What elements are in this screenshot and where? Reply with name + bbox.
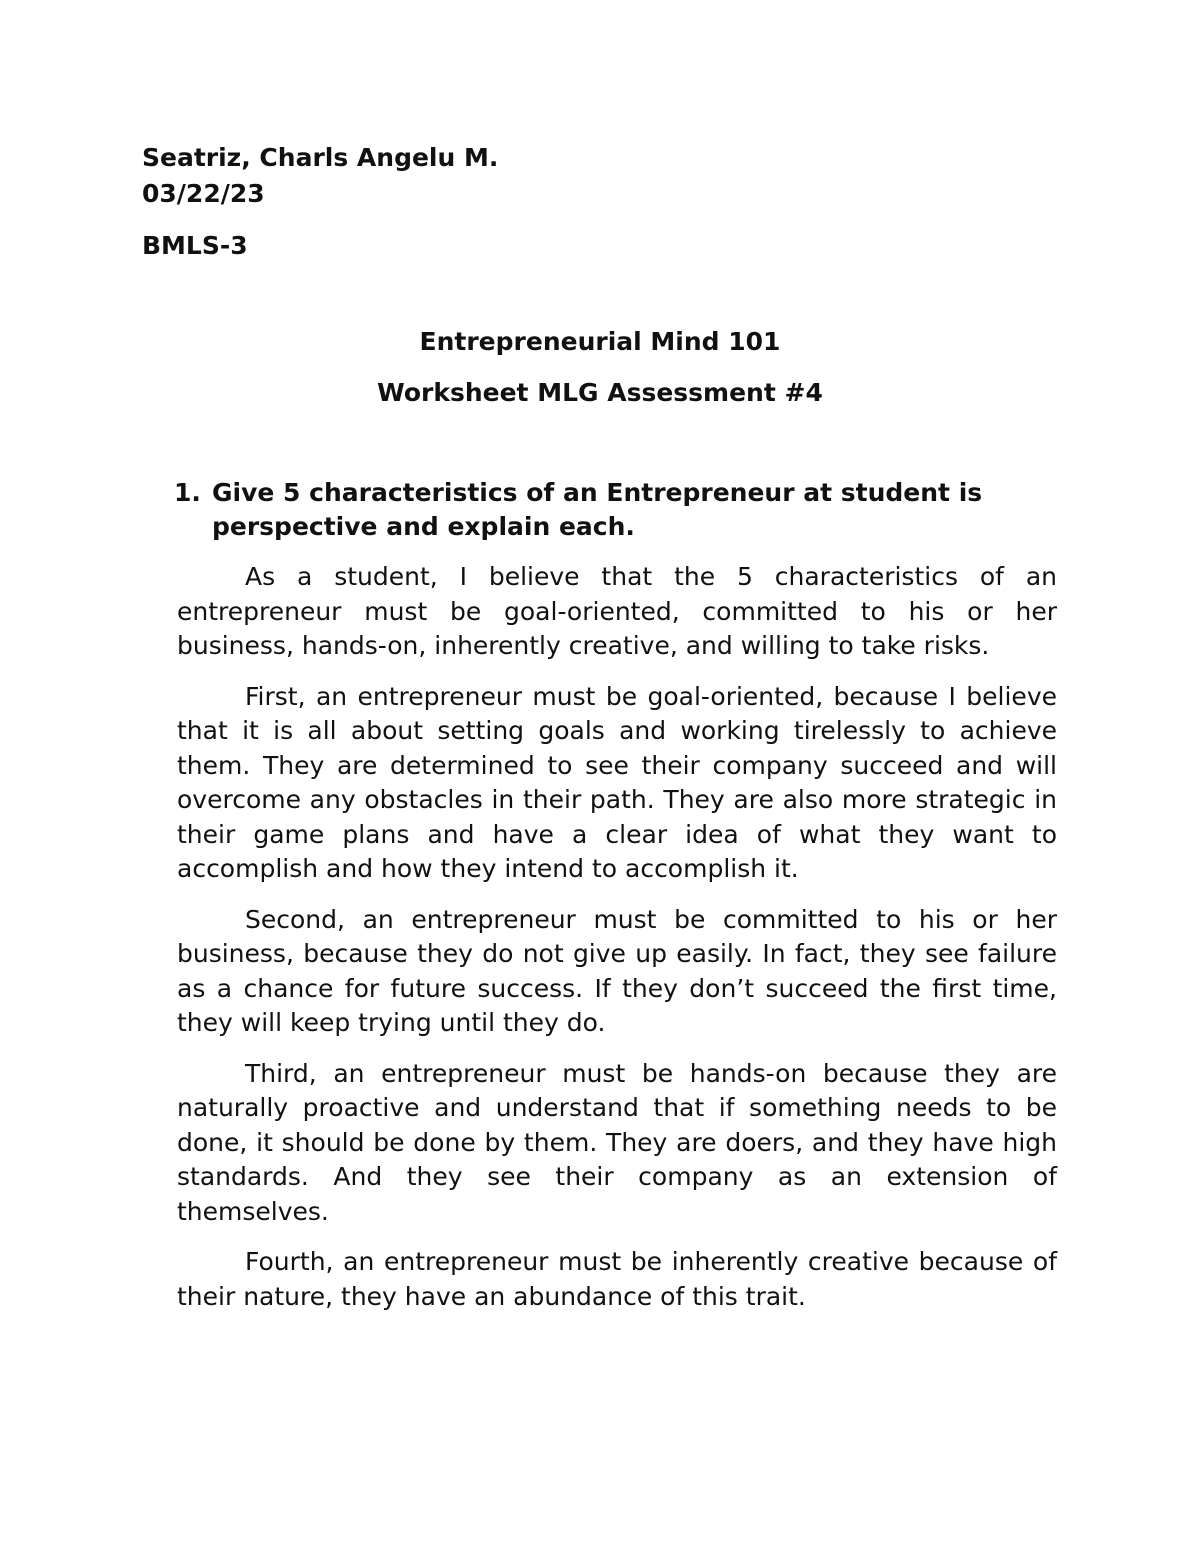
answer-paragraph: Second, an entrepreneur must be committed to his or her business, because they do not give up easily. In fact, they see failure as a chance for future success. If they don’t succeed the first time, they will keep trying until they do. [177, 904, 1057, 1037]
answer-paragraph: Fourth, an entrepreneur must be inherently creative because of their nature, they have an abundance of this trait. [177, 1247, 1057, 1311]
question-1 [174, 476, 1058, 544]
submission-date: 03/22/23 [142, 179, 265, 208]
document-title [0, 324, 1200, 411]
answer-body [177, 560, 1057, 1330]
student-name: Seatriz, Charls Angelu M. [142, 143, 499, 172]
student-info [142, 140, 498, 264]
answer-paragraph: First, an entrepreneur must be goal-oriented, because I believe that it is all about setting goals and working tirelessly to achieve them. They are determined to see their company succeed and will overcome any obstacles in their path. They are also more strategic in their game plans and have a clear idea of what they want to accomplish and how they intend to accomplish it. [177, 681, 1057, 883]
answer-paragraph: Third, an entrepreneur must be hands-on because they are naturally proactive and understand that if something needs to be done, it should be done by them. They are doers, and they have high standards. And they see their company as an extension of themselves. [177, 1058, 1057, 1226]
question-number: 1. [174, 478, 201, 507]
answer-paragraph: As a student, I believe that the 5 characteristics of an entrepreneur must be goal-oriented, committed to his or her business, hands-on, inherently creative, and willing to take risks. [177, 562, 1057, 660]
title-line-2: Worksheet MLG Assessment #4 [377, 378, 823, 407]
title-line-1: Entrepreneurial Mind 101 [419, 327, 781, 356]
course-code: BMLS-3 [142, 231, 248, 260]
question-text: Give 5 characteristics of an Entrepreneur at student is perspective and explain each. [212, 478, 983, 541]
